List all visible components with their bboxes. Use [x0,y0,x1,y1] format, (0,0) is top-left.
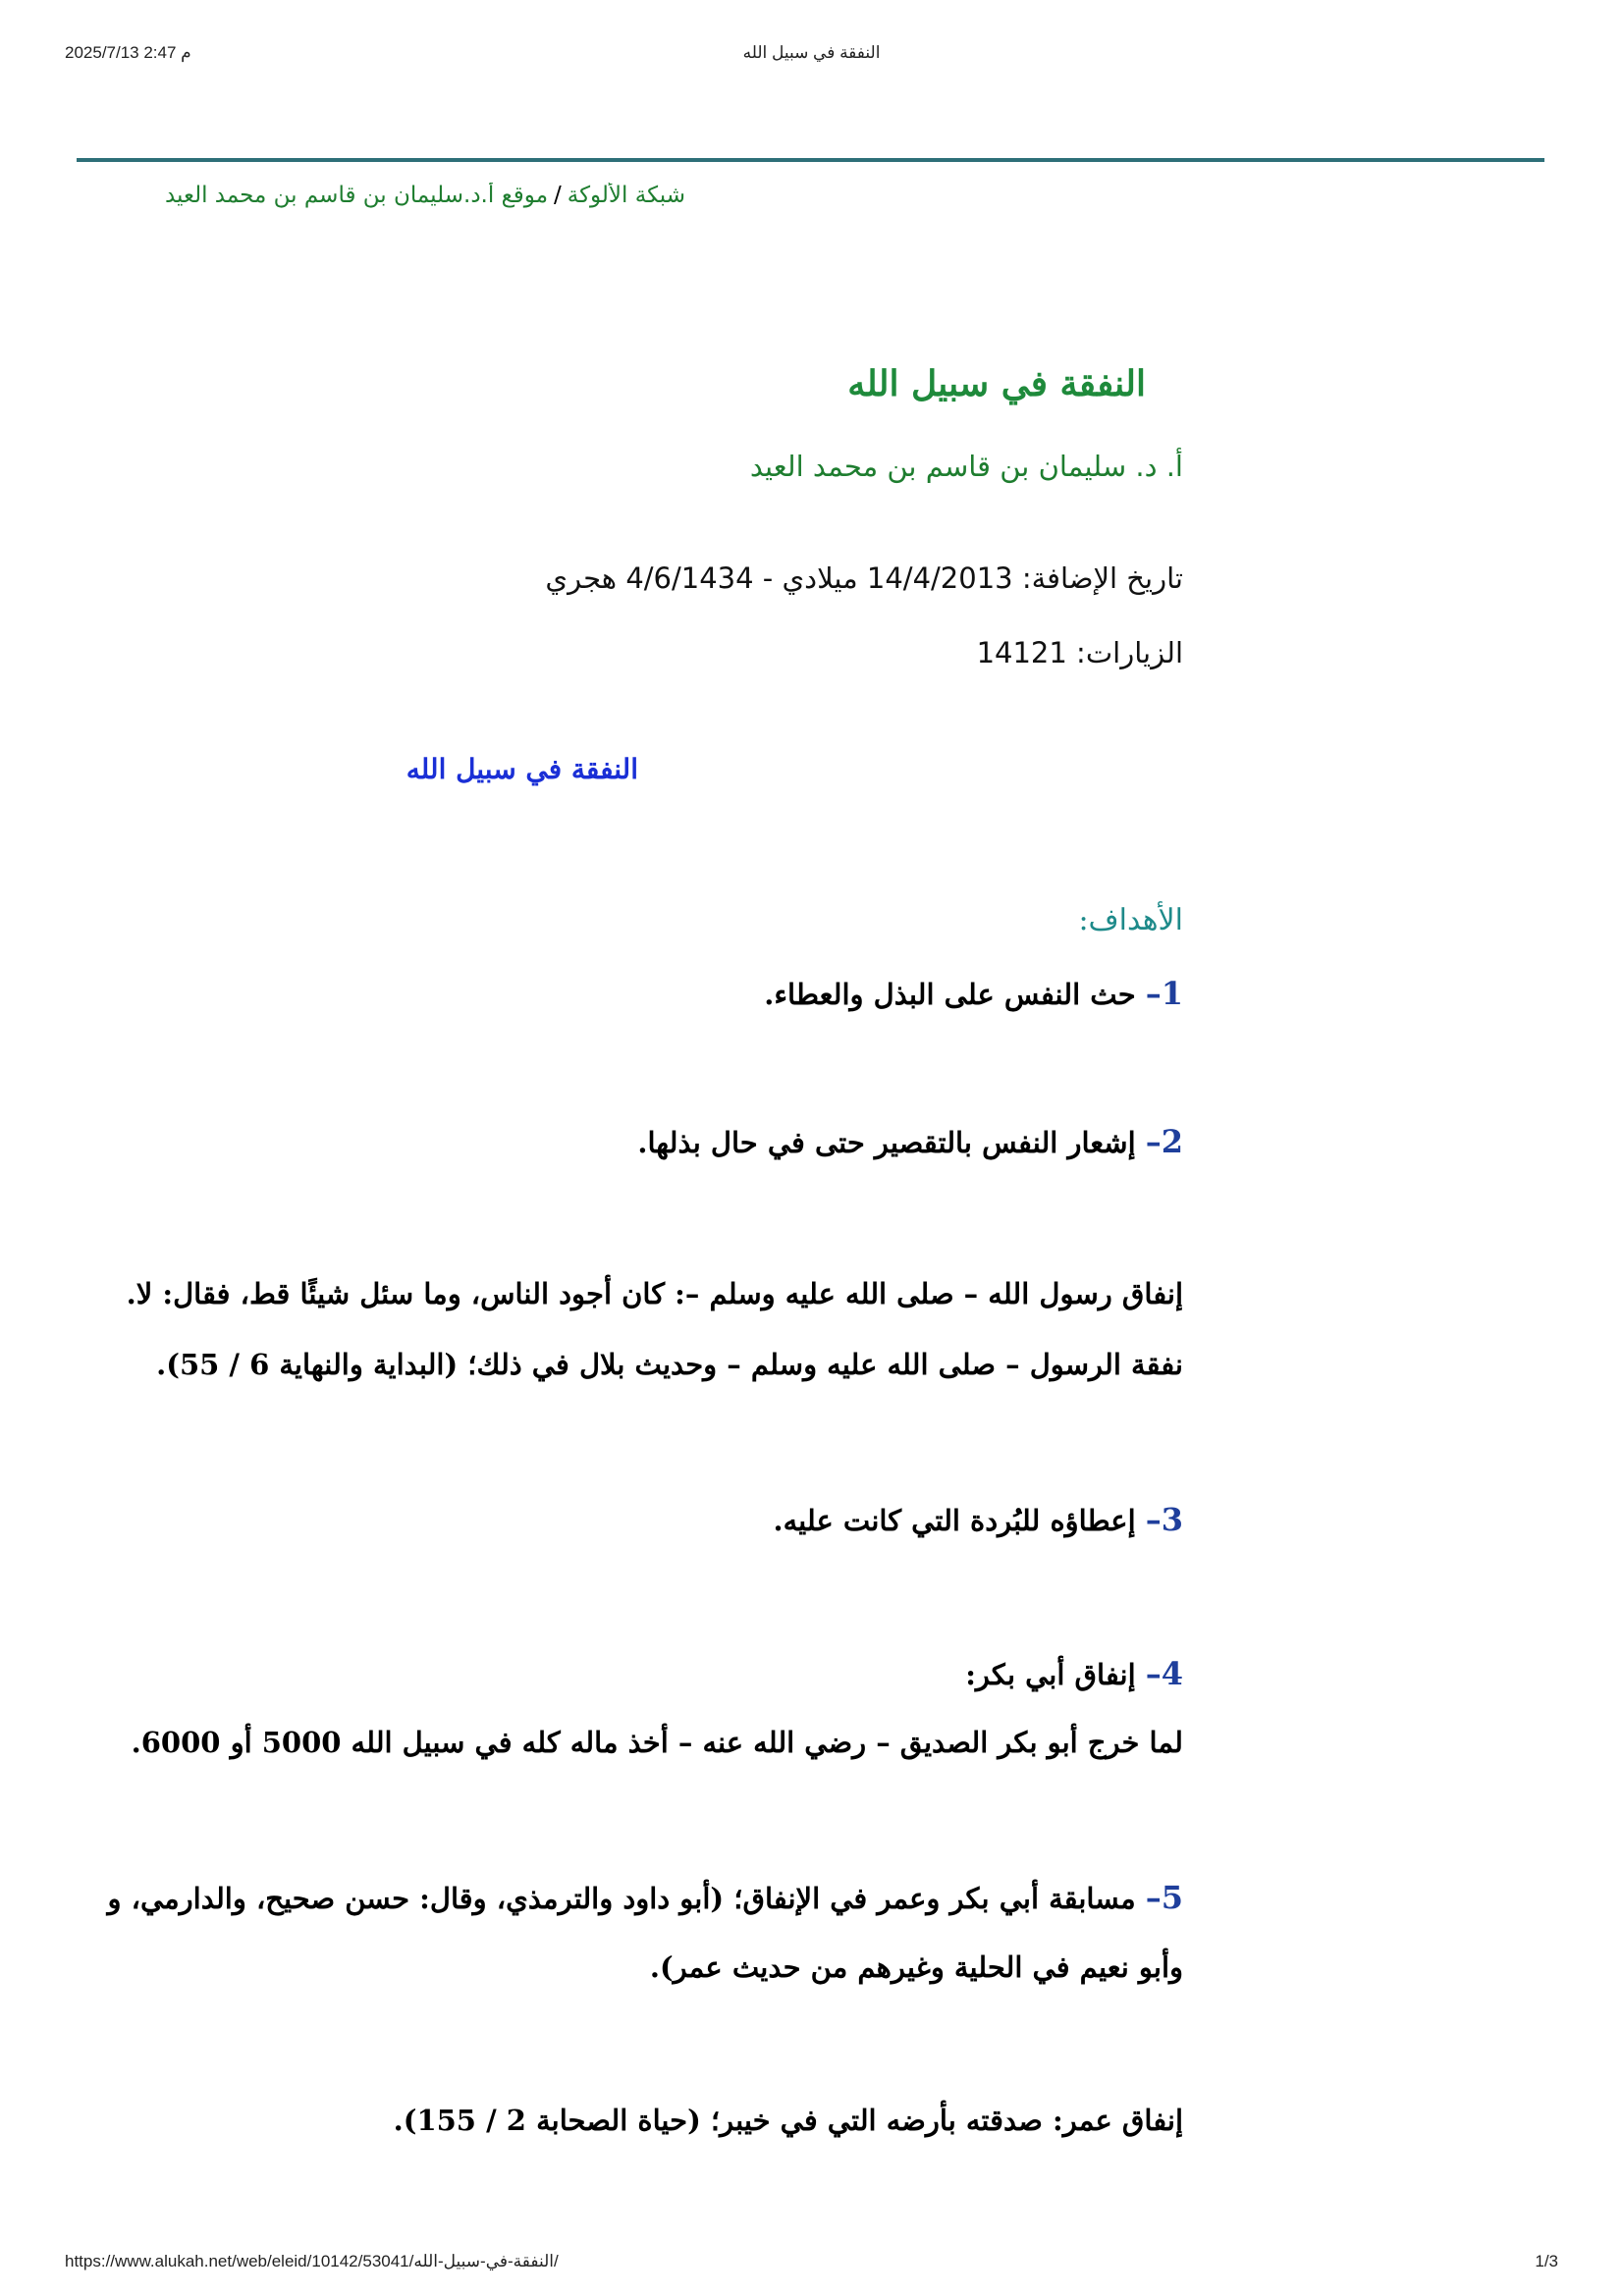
article-title: النفقة في سبيل الله [847,363,1146,404]
prophet-spending-line-2: نفقة الرسول – صلى الله عليه وسلم – وحديث بلال في ذلك؛ (البداية والنهاية 6 / 55). [156,1348,1183,1381]
print-datetime: 2025/7/13 2:47 م [65,43,191,62]
prophet-spending-line-1: إنفاق رسول الله – صلى الله عليه وسلم –: كان أجود الناس، وما سئل شيئًا قط، فقال: لا. [126,1277,1183,1310]
goal-item-5-continuation: وأبو نعيم في الحلية وغيرهم من حديث عمر). [649,1950,1183,1984]
goal-item-number: 4– [1145,1655,1183,1692]
print-page-number: 1/3 [1535,2252,1558,2270]
article-author[interactable]: أ. د. سليمان بن قاسم بن محمد العيد [749,450,1183,483]
goal-item-number: 3– [1145,1501,1183,1538]
goal-item-number: 5– [1145,1879,1183,1916]
goal-item-1 [764,975,1183,1012]
article-date: تاريخ الإضافة: 14/4/2013 ميلادي - 4/6/1434 هجري [545,561,1183,595]
abubakr-spending-line: لما خرج أبو بكر الصديق – رضي الله عنه – أخذ ماله كله في سبيل الله 5000 أو 6000. [131,1726,1183,1759]
goal-item-3 [773,1501,1183,1538]
goal-item-number: 2– [1145,1123,1183,1160]
article-subtitle: النفقة في سبيل الله [406,753,638,785]
breadcrumb-section-link[interactable]: موقع أ.د.سليمان بن قاسم بن محمد العيد [164,183,549,208]
print-url: https://www.alukah.net/web/eleid/10142/53041/النفقة-في-سبيل-الله/ [65,2252,559,2270]
breadcrumb-site-link[interactable]: شبكة الألوكة [567,183,685,208]
goal-item-text: إشعار النفس بالتقصير حتى في حال بذلها. [637,1126,1146,1159]
goal-item-5 [108,1879,1184,1916]
breadcrumb-separator: / [554,183,562,208]
goal-item-4 [965,1655,1183,1692]
goals-heading: الأهداف: [1078,903,1183,937]
article-visits: الزيارات: 14121 [976,636,1183,669]
header-divider [77,158,1544,162]
omar-spending-line: إنفاق عمر: صدقته بأرضه التي في خيبر؛ (حياة الصحابة 2 / 155). [393,2104,1183,2137]
goal-item-text: إعطاؤه للبُردة التي كانت عليه. [773,1504,1146,1537]
goal-item-text: مسابقة أبي بكر وعمر في الإنفاق؛ (أبو داود والترمذي، وقال: حسن صحيح، والدارمي، و [107,1882,1146,1915]
goal-item-number: 1– [1145,975,1183,1012]
goal-item-text: إنفاق أبي بكر: [965,1658,1146,1691]
print-page-title: النفقة في سبيل الله [742,43,881,62]
breadcrumb [77,183,685,208]
goal-item-text: حث النفس على البذل والعطاء. [764,978,1146,1011]
goal-item-2 [637,1123,1183,1160]
